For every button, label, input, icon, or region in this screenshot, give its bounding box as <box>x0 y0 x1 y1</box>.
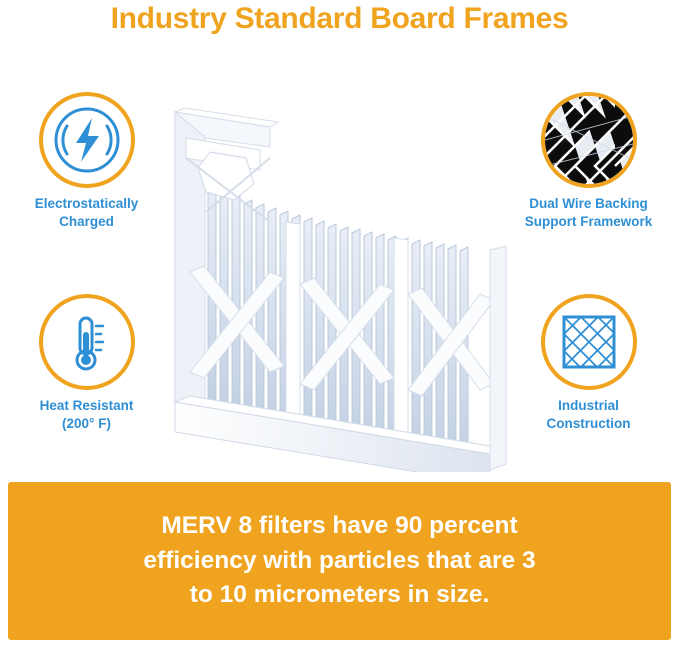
page-title: Industry Standard Board Frames <box>110 2 569 35</box>
feature-label-line1: Electrostatically <box>34 196 139 211</box>
banner-text <box>117 509 561 613</box>
lightning-bolt-icon <box>39 92 135 188</box>
feature-dual-wire-backing <box>506 92 671 231</box>
feature-label-line2: Support Framework <box>524 214 653 230</box>
feature-electrostatically-charged <box>4 92 169 231</box>
feature-label-line1: Heat Resistant <box>39 398 134 413</box>
feature-heat-resistant <box>4 294 169 433</box>
banner-line-3: to 10 micrometers in size. <box>189 581 490 609</box>
lattice-grid-icon <box>541 294 637 390</box>
pleated-air-filter-illustration <box>150 72 530 472</box>
feature-label-line1: Industrial <box>558 398 619 413</box>
wire-mesh-photo-icon <box>541 92 637 188</box>
feature-label-line2: Construction <box>546 416 631 432</box>
feature-label <box>4 397 169 433</box>
merv-rating-banner <box>8 482 671 640</box>
banner-line-2: efficiency with particles that are 3 <box>143 546 536 574</box>
feature-label <box>506 397 671 433</box>
feature-industrial-construction <box>506 294 671 433</box>
feature-label-line2: Charged <box>59 214 114 230</box>
banner-line-1: MERV 8 filters have 90 percent <box>161 511 518 539</box>
feature-label <box>506 195 671 231</box>
thermometer-icon <box>39 294 135 390</box>
feature-label <box>4 195 169 231</box>
feature-label-line2: (200° F) <box>62 416 111 432</box>
feature-label-line1: Dual Wire Backing <box>529 196 648 211</box>
